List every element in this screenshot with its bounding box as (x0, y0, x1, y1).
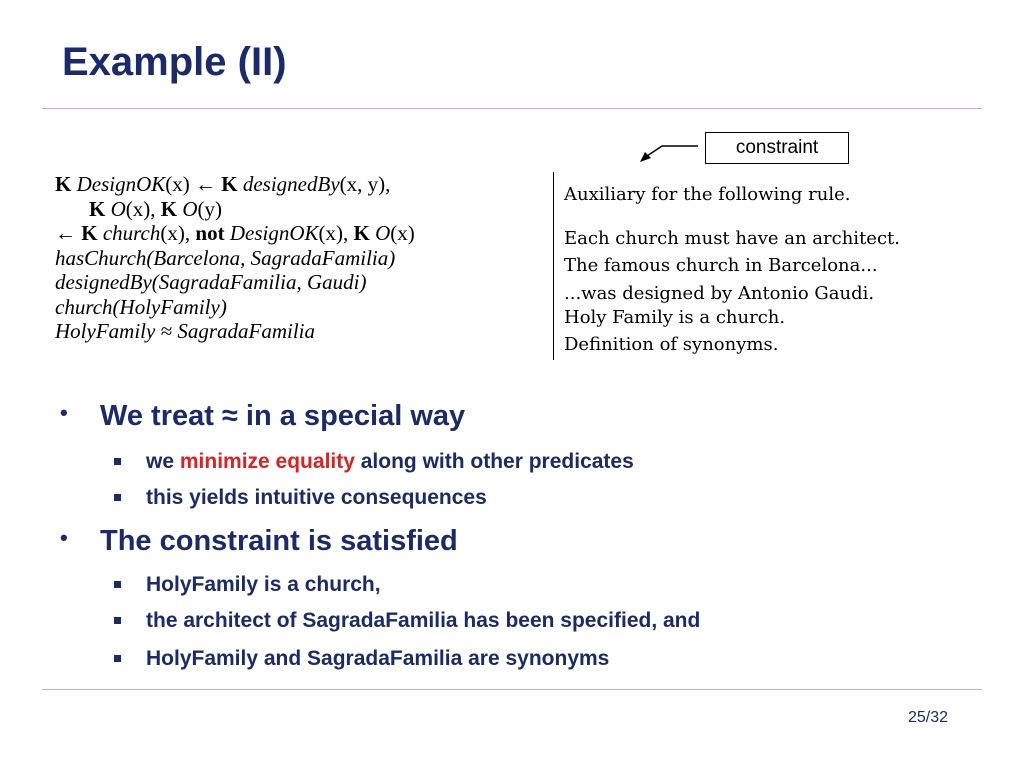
formula-text: (x) (390, 221, 415, 245)
square-bullet-icon (114, 581, 121, 588)
comment-line: The famous church in Barcelona... (564, 255, 878, 276)
k-operator: K (353, 221, 370, 245)
k-operator: K (89, 196, 106, 221)
k-operator: K (55, 172, 72, 196)
sub-bullet-text: the architect of SagradaFamilia has been specified, and (146, 609, 701, 632)
predicate: O (375, 221, 391, 245)
text-run: we (146, 450, 180, 473)
predicate: DesignOK (229, 221, 319, 245)
not-operator: not (195, 221, 225, 245)
formula-line-6: church(HolyFamily) (55, 294, 227, 319)
predicate: DesignOK (76, 172, 166, 196)
bottom-divider (42, 689, 982, 690)
comment-line: Holy Family is a church. (564, 307, 786, 328)
k-operator: K (160, 196, 178, 221)
formula-text: (x) ← (165, 172, 222, 196)
k-operator: K (221, 172, 238, 196)
callout-arrow-icon (636, 138, 706, 164)
constraint-callout-box: constraint (705, 132, 849, 164)
sub-bullet-text: HolyFamily and SagradaFamilia are synonyms (146, 647, 610, 670)
formula-text: ← (55, 221, 82, 245)
bullet-text: We treat ≈ in a special way (100, 400, 466, 432)
k-operator: K (81, 221, 98, 245)
formula-text: (x, y), (339, 172, 391, 196)
bullet-dot-icon: • (60, 400, 68, 425)
comment-line: Definition of synonyms. (564, 334, 779, 355)
formula-line-4: hasChurch(Barcelona, SagradaFamilia) (55, 245, 396, 270)
text-run: along with other predicates (354, 450, 634, 473)
formula-text: (x), (125, 196, 161, 221)
formula-line-5: designedBy(SagradaFamilia, Gaudi) (55, 270, 367, 294)
square-bullet-icon (114, 458, 121, 465)
formula-line-1 (55, 172, 415, 197)
formula-text: (x), (160, 221, 196, 245)
sub-bullet-text (146, 450, 634, 474)
bullet-dot-icon: • (60, 525, 68, 550)
predicate: designedBy (242, 172, 340, 196)
square-bullet-icon (114, 494, 121, 501)
top-divider (42, 108, 982, 109)
column-separator (553, 172, 554, 360)
formula-text: (x), (318, 221, 354, 245)
comment-line: ...was designed by Antonio Gaudi. (564, 283, 875, 304)
formula-line-2 (55, 197, 415, 222)
comment-line: Each church must have an architect. (564, 228, 900, 249)
square-bullet-icon (114, 617, 121, 624)
formula-text: (y) (197, 196, 223, 221)
formula-line-3 (55, 221, 415, 246)
slide-title: Example (II) (62, 40, 287, 84)
bullet-text: The constraint is satisfied (100, 525, 458, 557)
highlight-text: minimize equality (179, 450, 355, 473)
page-number: 25/32 (908, 709, 949, 726)
comment-line: Auxiliary for the following rule. (564, 184, 851, 205)
sub-bullet-text: this yields intuitive consequences (146, 486, 487, 509)
predicate: O (182, 196, 198, 221)
square-bullet-icon (114, 655, 121, 662)
predicate: O (110, 196, 126, 221)
predicate: church (102, 221, 161, 245)
formula-line-7: HolyFamily ≈ SagradaFamilia (55, 319, 315, 343)
logic-program (55, 172, 415, 344)
sub-bullet-text: HolyFamily is a church, (146, 573, 381, 596)
